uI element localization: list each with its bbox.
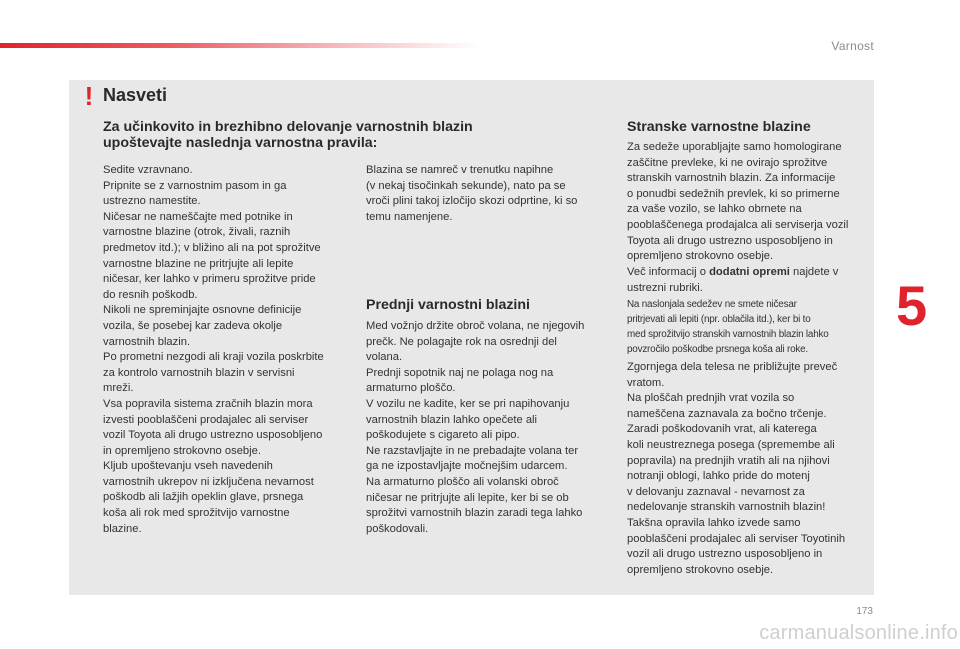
col1-line: Vsa popravila sistema zračnih blazin mora <box>103 397 313 410</box>
col3-line: stranskih varnostnih blazin. Za informacije <box>627 172 836 185</box>
col1-line: Kljub upoštevanju vseh navedenih <box>103 460 273 473</box>
col1-heading <box>103 119 603 151</box>
col3-line: za vaše vozilo, se lahko obrnete na <box>627 203 802 216</box>
col3-line: Zgornjega dela telesa ne približujte preveč <box>627 361 838 373</box>
col3-line: Za sedeže uporabljajte samo homologirane <box>627 141 842 153</box>
col2-line: Prednji sopotnik naj ne polaga nog na <box>366 366 554 379</box>
col3-small-line: pritrjevati ali lepiti (npr. oblačila itd.), ker bi to <box>627 314 811 325</box>
col1-line: vozil Toyota ali drugo ustrezno usposobljeno <box>103 429 323 442</box>
col3-line: koli neustreznega posega (spremembe ali <box>627 438 835 451</box>
col3-line: opremljeno strokovno osebje. <box>627 250 774 263</box>
col1-line: mreži. <box>103 382 134 395</box>
col2-line: poškodujete s cigareto ali pipo. <box>366 429 520 442</box>
col3-line: Zaradi poškodovanih vrat, ali katerega <box>627 423 817 436</box>
watermark: carmanualsonline.info <box>759 622 958 644</box>
col1-line: izvesti pooblaščeni prodajalec ali serviser <box>103 413 309 426</box>
col3-line: Na ploščah prednjih vrat vozila so <box>627 392 795 405</box>
col2-line: prečk. Ne polagajte rok na osrednji del <box>366 335 557 348</box>
col2-line: V vozilu ne kadite, ker se pri napihovanju <box>366 397 570 410</box>
col3-line: vozil ali drugo ustrezno usposobljeno in <box>627 548 823 561</box>
ref-suffix: najdete v <box>789 266 839 278</box>
col1-line: predmetov itd.); v bližino ali na pot sprožitve <box>103 241 321 254</box>
col3-small-line: med sprožitvijo stranskih varnostnih blazin lahko <box>627 329 829 340</box>
col3-small-line: povzročilo poškodbe prsnega koša ali roke. <box>627 344 808 355</box>
col2-line: ničesar ne pritrjujte ali lepite, ker bi se ob <box>366 491 569 504</box>
side-airbags-heading: Stranske varnostne blazine <box>627 119 811 135</box>
col3-body-b <box>627 360 877 578</box>
header-accent-bar <box>0 43 480 48</box>
col1-line: koša ali rok med sprožitvijo varnostne <box>103 507 290 520</box>
col2-body <box>366 319 616 537</box>
col2-line: ga ne izpostavljajte močnejšim udarcem. <box>366 460 568 473</box>
col1-line: ustrezno namestite. <box>103 195 201 208</box>
col2-line: varnostnih blazin lahko opečete ali <box>366 413 538 426</box>
exclamation-icon: ! <box>84 81 94 111</box>
panel-title: Nasveti <box>103 85 168 105</box>
col1-line: varnostne blazine (otrok, živali, raznih <box>103 226 291 239</box>
col1-line: varnostnih ukrepov ni izključena nevarnost <box>103 475 314 488</box>
col1-line: poškodb ali lažjih opeklin glave, prsnega <box>103 491 304 504</box>
col3-line: Toyota ali drugo ustrezno usposobljeno in <box>627 234 833 247</box>
ref-prefix: Več informacij o <box>627 266 710 278</box>
col3-line: notranji oblogi, lahko pride do motenj <box>627 470 810 483</box>
col2-intro <box>366 163 616 225</box>
col2-line: poškodovali. <box>366 522 429 535</box>
col3-line: Takšna opravila lahko izvede samo <box>627 516 801 529</box>
col3-line: o ponudbi sedežnih prevlek, ki so primerne <box>627 187 840 200</box>
col1-line: Sedite vzravnano. <box>103 164 193 176</box>
col3-line: opremljeno strokovno osebje. <box>627 563 774 576</box>
col1-line: ničesar, ker lahko v primeru sprožitve pride <box>103 273 316 286</box>
page-number: 173 <box>856 606 873 617</box>
col1-line: vozila, še posebej kar zadeva okolje <box>103 319 283 332</box>
col2-line: Med vožnjo držite obroč volana, ne njegovih <box>366 320 585 332</box>
col2-line: Na armaturno ploščo ali volanski obroč <box>366 475 559 488</box>
col3-body-a <box>627 140 872 265</box>
col2-line: armaturno ploščo. <box>366 382 456 395</box>
col3-line: pooblaščenega prodajalca ali serviserja vozil <box>627 218 849 231</box>
col2-intro-line: vroči plini takoj izločijo skozi odprtine, ki so <box>366 195 578 208</box>
col1-line: varnostnih blazin. <box>103 335 191 348</box>
col2-intro-line: temu namenjene. <box>366 210 453 223</box>
chapter-number: 5 <box>896 274 928 337</box>
col3-line: popravila) na prednjih vratih ali na njihovi <box>627 454 830 467</box>
col1-line: varnostne blazine ne pritrjujte ali lepite <box>103 257 294 270</box>
col3-small-print <box>627 297 877 357</box>
col3-small-line: Na naslonjala sedežev ne smete ničesar <box>627 299 797 310</box>
col1-line: Pripnite se z varnostnim pasom in ga <box>103 179 287 192</box>
section-title: Varnost <box>831 39 874 53</box>
col2-line: volana. <box>366 351 403 364</box>
col3-line: nameščena zaznavala za bočno trčenje. <box>627 407 827 420</box>
ref-line2: ustrezni rubriki. <box>627 281 703 294</box>
ref-bold: dodatni opremi <box>709 266 790 278</box>
col1-line: za kontrolo varnostnih blazin v servisni <box>103 366 295 379</box>
col2-line: sprožitvi varnostnih blazin zaradi tega lahko <box>366 507 583 520</box>
col2-line: Ne razstavljajte in ne prebadajte volana ter <box>366 444 579 457</box>
col3-line: v delovanju zaznaval - nevarnost za <box>627 485 805 498</box>
col3-line: vratom. <box>627 376 665 389</box>
col1-heading-line1: Za učinkovito in brezhibno delovanje varnostnih blazin <box>103 119 473 135</box>
col3-line: zaščitne prevleke, ki ne ovirajo sprožitve <box>627 156 828 169</box>
col1-line: do resnih poškodb. <box>103 288 198 301</box>
col1-line: blazine. <box>103 522 142 535</box>
col3-reference <box>627 265 872 296</box>
front-airbags-heading: Prednji varnostni blazini <box>366 297 530 313</box>
col2-intro-line: (v nekaj tisočinkah sekunde), nato pa se <box>366 179 566 192</box>
col1-line: Po prometni nezgodi ali kraji vozila poskrbite <box>103 351 324 364</box>
col3-line: nedelovanje stranskih varnostnih blazin! <box>627 501 826 514</box>
col1-line: Nikoli ne spreminjajte osnovne definicije <box>103 304 302 317</box>
col1-line: Ničesar ne nameščajte med potnike in <box>103 210 293 223</box>
col2-intro-line: Blazina se namreč v trenutku napihne <box>366 164 554 176</box>
col1-body <box>103 163 353 537</box>
col1-line: in opremljeno strokovno osebje. <box>103 444 261 457</box>
col1-heading-line2: upoštevajte naslednja varnostna pravila: <box>103 135 378 151</box>
col3-line: pooblaščeni prodajalec ali serviser Toyotinih <box>627 532 846 545</box>
